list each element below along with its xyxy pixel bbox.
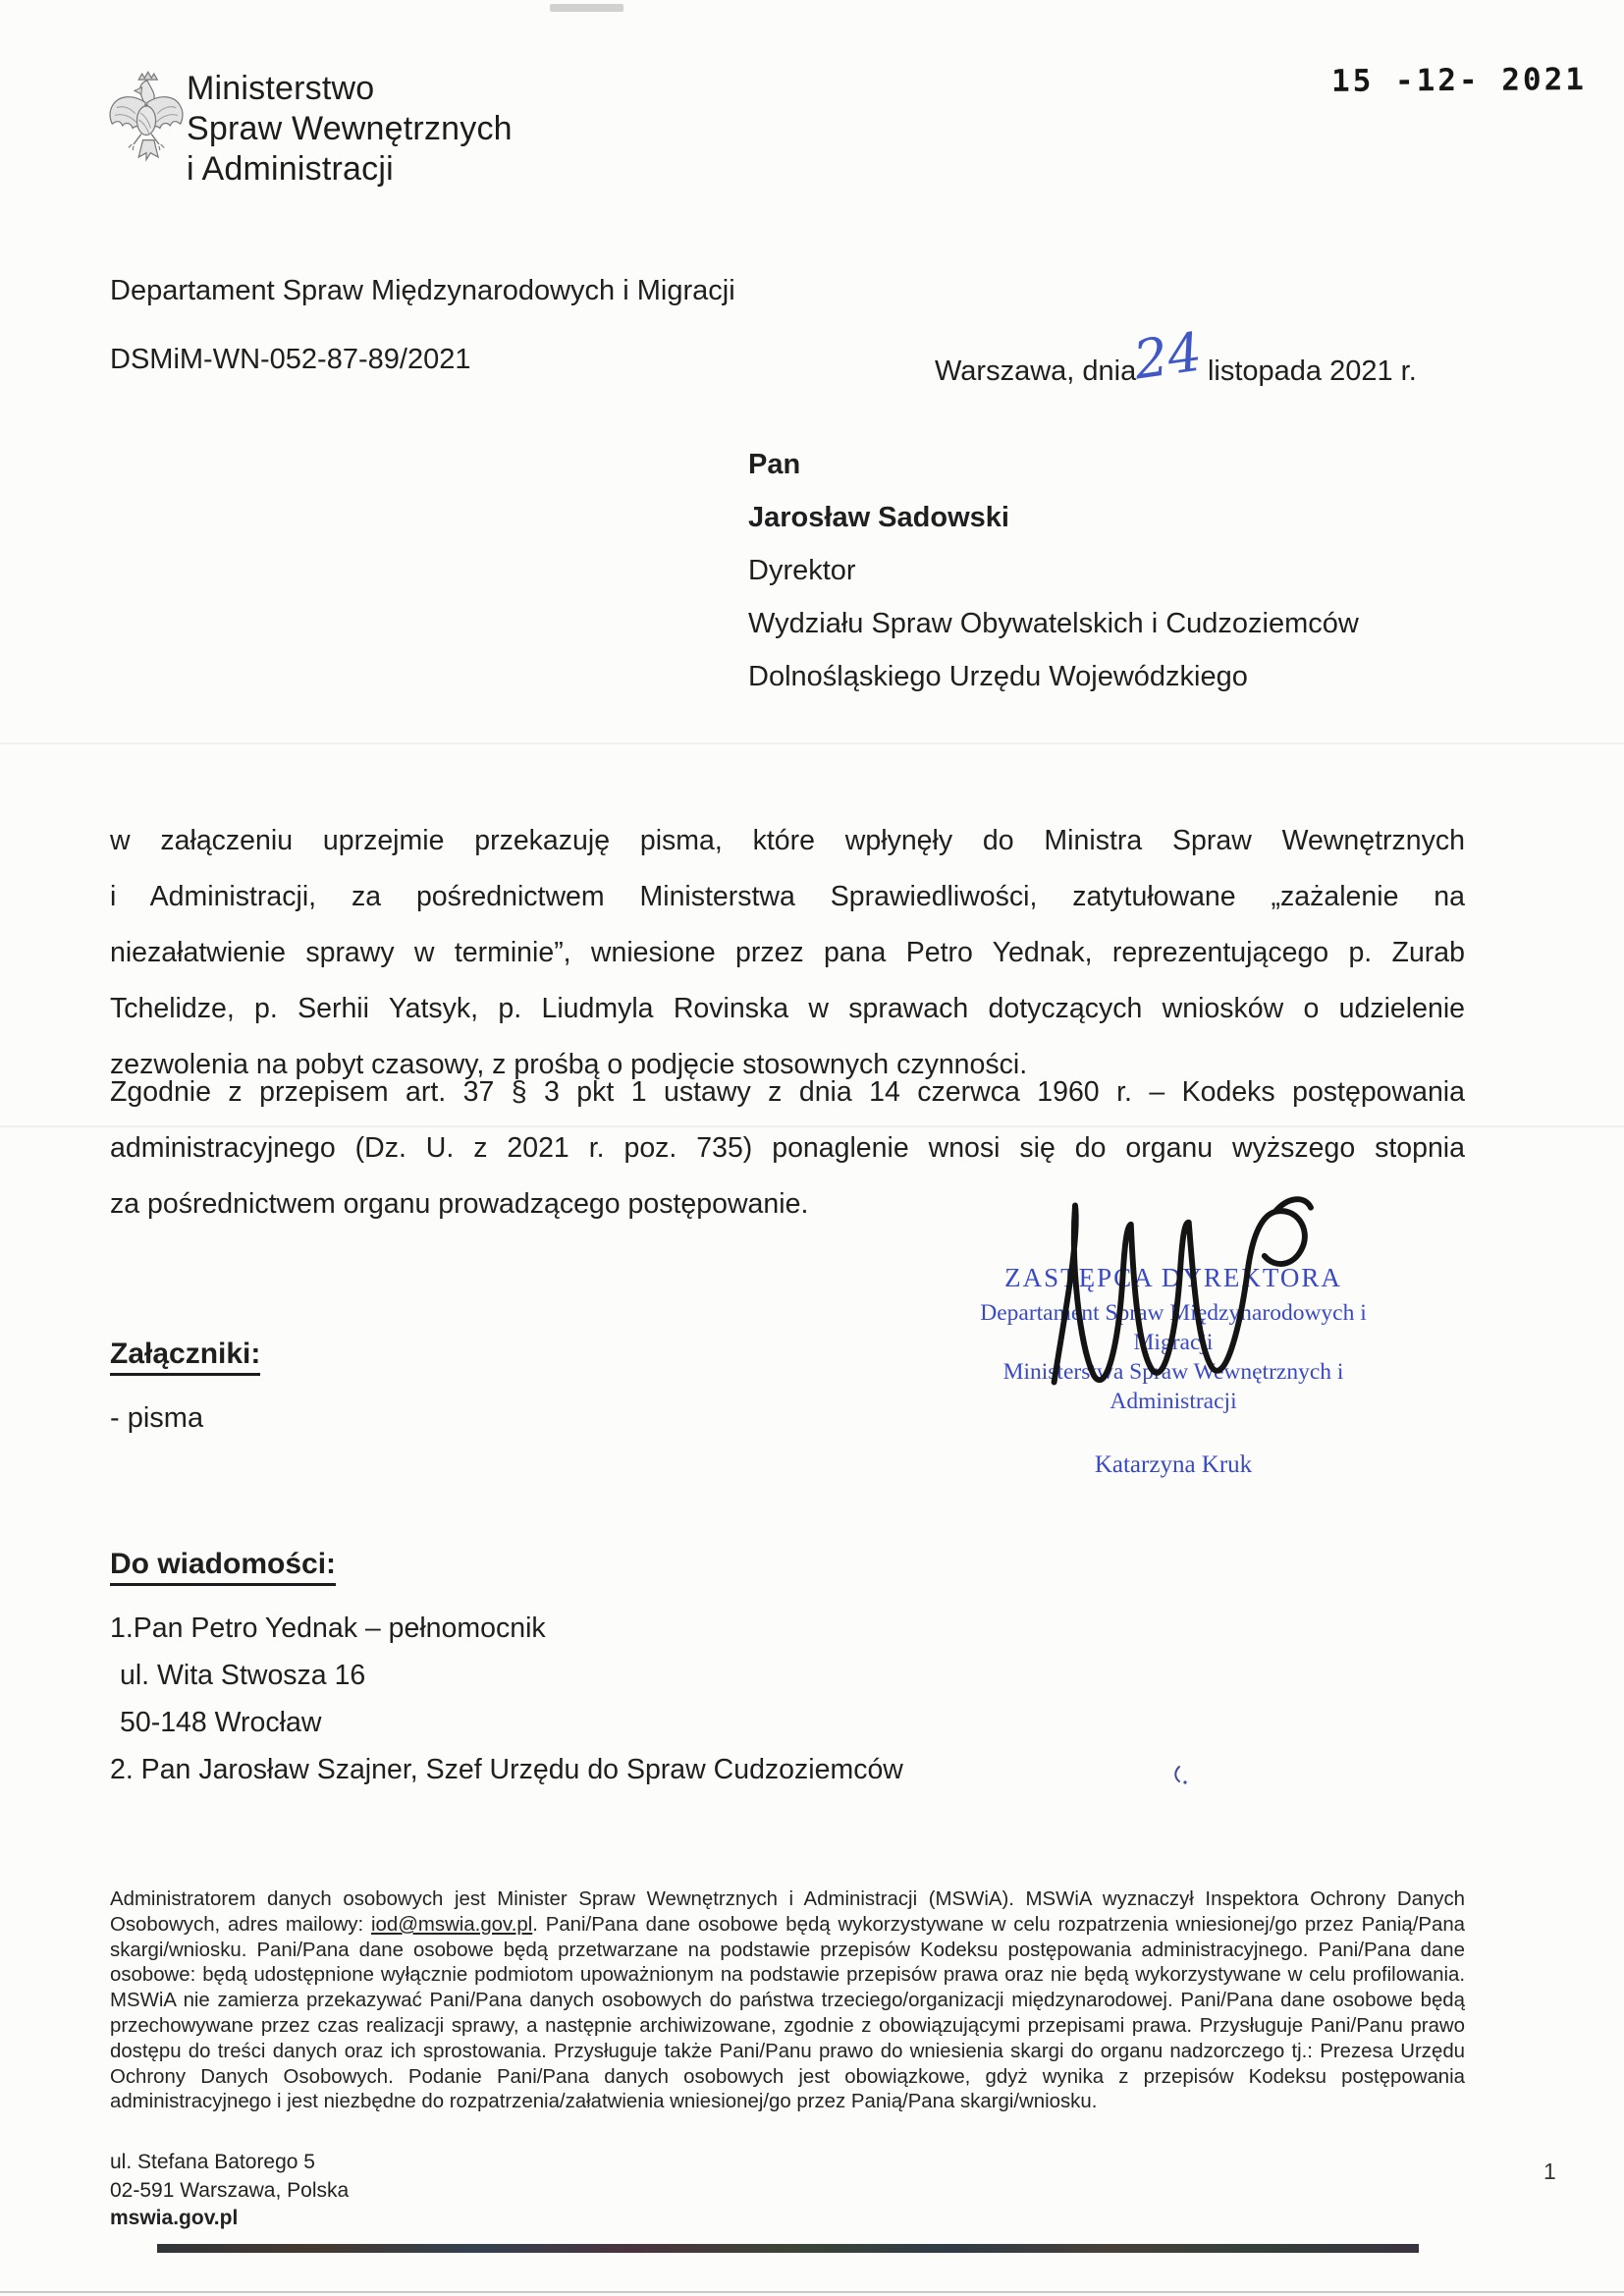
attachments-item: - pisma — [110, 1402, 204, 1434]
ministry-name-line: i Administracji — [187, 150, 394, 188]
recipient-block — [748, 438, 1359, 703]
fold-crease — [0, 742, 1624, 744]
ministry-name-line: Ministerstwo — [187, 70, 375, 107]
body-line: Tchelidze, p. Serhii Yatsyk, p. Liudmyla Rovinska w sprawach dotyczących wniosków o udzielenie — [110, 993, 1465, 1024]
place-date-line — [935, 320, 1417, 392]
body-line: i Administracji, za pośrednictwem Ministerstwa Sprawiedliwości, zatytułowane „zażalenie na — [110, 881, 1465, 912]
stamp-ministry-line: Ministerstwa Spraw Wewnętrznych i Administracji — [1002, 1359, 1344, 1414]
signer-name: Katarzyna Kruk — [1094, 1451, 1253, 1478]
recipient-org: Wydziału Spraw Obywatelskich i Cudzoziemców — [748, 608, 1359, 639]
attachments-heading: Załączniki: — [110, 1338, 260, 1376]
body-line: administracyjnego (Dz. U. z 2021 r. poz. 735) ponaglenie wnosi się do organu wyższego stopnia — [110, 1132, 1465, 1164]
privacy-text: Administratorem danych osobowych jest Minister Spraw Wewnętrznych i Administracji (MSWiA). MSWiA wyznaczył Inspektora Ochrony Danych Osobowych, adres mailowy: — [110, 1888, 1465, 1936]
address-line: ul. Stefana Batorego 5 — [110, 2151, 315, 2173]
footer-color-bar — [157, 2244, 1419, 2253]
stamp-department-line: Departament Spraw Międzynarodowych i Migracji — [980, 1300, 1367, 1355]
department-name: Departament Spraw Międzynarodowych i Migracji — [110, 275, 735, 306]
cc-block — [110, 1605, 903, 1793]
footer-address — [110, 2149, 349, 2233]
website: mswia.gov.pl — [110, 2207, 239, 2229]
ministry-name-line: Spraw Wewnętrznych — [187, 110, 513, 147]
date-prefix: Warszawa, dnia — [935, 355, 1137, 387]
recipient-salutation: Pan — [748, 449, 801, 480]
body-line: zezwolenia na pobyt czasowy, z prośbą o podjęcie stosownych czynności. — [110, 1049, 1028, 1080]
date-suffix: listopada 2021 r. — [1207, 355, 1417, 387]
body-line: niezałatwienie sprawy w terminie”, wniesione przez pana Petro Yednak, reprezentującego p. Zurab — [110, 937, 1465, 968]
cc-line: 1.Pan Petro Yednak – pełnomocnik — [110, 1613, 546, 1644]
recipient-title: Dyrektor — [748, 555, 856, 586]
coat-of-arms-eagle-icon — [108, 71, 185, 167]
cc-line: ul. Wita Stwosza 16 — [120, 1660, 366, 1691]
recipient-name: Jarosław Sadowski — [748, 502, 1009, 533]
stamp-title: ZASTĘPCA DYREKTORA — [1004, 1263, 1342, 1292]
scan-smudge — [550, 4, 623, 12]
cc-heading: Do wiadomości: — [110, 1548, 336, 1586]
reference-number: DSMiM-WN-052-87-89/2021 — [110, 344, 471, 375]
body-paragraph-1 — [110, 813, 1465, 1093]
body-line: w załączeniu uprzejmie przekazuję pisma, które wpłynęły do Ministra Spraw Wewnętrznych — [110, 825, 1465, 856]
pen-mark — [1170, 1764, 1190, 1787]
handwritten-day: 24 — [1130, 320, 1206, 392]
body-line: Zgodnie z przepisem art. 37 § 3 pkt 1 ustawy z dnia 14 czerwca 1960 r. – Kodeks postępowania — [110, 1076, 1465, 1108]
received-date-stamp: 15 -12- 2021 — [1330, 62, 1588, 99]
cc-line: 2. Pan Jarosław Szajner, Szef Urzędu do Spraw Cudzoziemców — [110, 1754, 903, 1785]
handwritten-signature — [1031, 1188, 1326, 1399]
address-line: 02-591 Warszawa, Polska — [110, 2178, 350, 2202]
privacy-text: . Pani/Pana dane osobowe będą wykorzystywane w celu rozpatrzenia wniesionej/go przez Panią/Pana skargi/wniosku. Pani/Pana dane osobowe będą przetwarzane na podstawie przepisów Kodeksu postępowania administracyjnego. Pani/Pana dane osobowe: będą udostępnione wyłącznie podmiotom upoważnionym na podstawie przepisów prawa oraz nie będą wykorzystywane w celu profilowania. MSWiA nie zamierza przekazywać Pani/Pana danych osobowych do państwa trzeciego/organizacji międzynarodowej. Pani/Pana dane osobowe będą przechowywane przez czas realizacji sprawy, a następnie archiwizowane, zgodnie z obowiązującymi przepisami prawa. Przysługuje Pani/Panu prawo dostępu do treści danych oraz ich sprostowania. Przysługuje także Pani/Panu prawo do wniesienia skargi do organu nadzorczego tj.: Prezesa Urzędu Ochrony Danych Osobowych. Podanie Pani/Pana danych osobowych jest obowiązkowe, gdyż wynika z przepisów Kodeksu postępowania administracyjnego i jest niezbędne do rozpatrzenia/załatwienia wniesionej/go przez Panią/Pana skargi/wniosku. — [110, 1913, 1466, 2113]
page-number: 1 — [1543, 2159, 1556, 2184]
recipient-org: Dolnośląskiego Urzędu Wojewódzkiego — [748, 661, 1248, 692]
scan-edge-line — [0, 2291, 1624, 2293]
privacy-email: iod@mswia.gov.pl — [370, 1913, 533, 1936]
privacy-notice — [110, 1887, 1465, 2115]
cc-line: 50-148 Wrocław — [120, 1707, 322, 1738]
body-line: za pośrednictwem organu prowadzącego postępowanie. — [110, 1188, 809, 1220]
ministry-name — [187, 69, 513, 190]
